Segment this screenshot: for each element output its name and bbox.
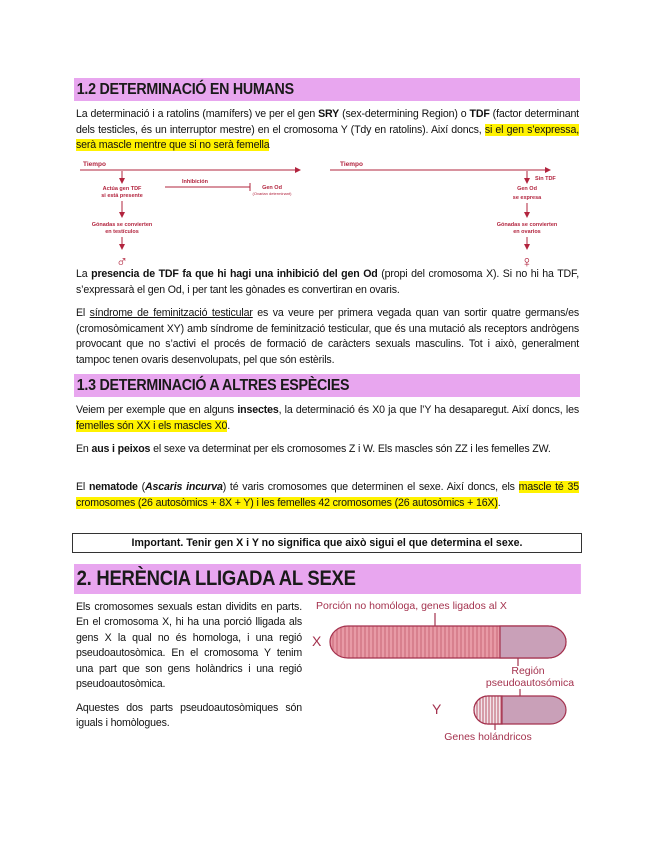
od-gene-label: Gen Od [262, 185, 282, 191]
y-chromosome-label: Y [432, 701, 442, 717]
paragraph-feminization: El síndrome de feminització testicular es va veure per primera vegada quan van sortir quatre germans/es (cromosòmicament XY) amb síndrome de feminització testicular, que és una mutació als receptors andrògens provocant que no s’activi el procés de formació de caràcters sexuals masculins. Tot i això, generalment tampoc tenen ovaris desenvolupats, pel que són estèrils. [76, 307, 579, 366]
paragraph-insects: Veiem per exemple que en alguns insectes, la determinació és X0 ja que l’Y ha desaparegut. Així doncs, les femelles són XX i els mascles X0. [76, 404, 579, 432]
paragraph-sex-chromosomes: Els cromosomes sexuals estan dividits en parts. En el cromosoma X, hi ha una porció lligada als gens X la qual no és homologa, i una regió pseudoautosòmica. En el cromosoma Y tenim una part que son gens holàndrics i una regió pseudoautosòmica. [76, 601, 302, 691]
x-pseudoautosomal-region [500, 626, 566, 658]
x-chromosome-label: X [312, 633, 322, 649]
paragraph-tdf-inhibition: La presencia de TDF fa que hi hagi una inhibició del gen Od (propi del cromosoma X). Si no hi ha TDF, s’expressarà el gen Od, i per tant les gònades es convertiran en ovaris. [76, 268, 580, 296]
gonad-ovary-line2: en ovarios [513, 229, 541, 235]
time-label-right: Tiempo [340, 161, 363, 168]
non-homologous-label: Porción no homóloga, genes ligados al X [316, 600, 507, 612]
tdf-active-line1: Actúa gen TDF [102, 186, 142, 192]
no-tdf-label: Sin TDF [535, 176, 556, 182]
pseudoautosomal-label-line1: Región [511, 665, 545, 677]
section-heading-1-3: 1.3 DETERMINACIÓ A ALTRES ESPÈCIES [74, 374, 580, 397]
paragraph-pseudoautosomal: Aquestes dos parts pseudoautosòmiques són iguals i homòlogues. [76, 702, 302, 730]
gonad-testis-line1: Gónadas se convierten [91, 222, 153, 228]
time-label-left: Tiempo [83, 161, 106, 168]
holandric-genes-label: Genes holándricos [444, 731, 532, 743]
tdf-active-line2: si está presente [101, 193, 143, 199]
od-express-line2: se expresa [512, 195, 542, 201]
paragraph-nematode: El nematode (Ascaris incurva) té varis cromosomes que determinen el sexe. Així doncs, els mascle té 35 cromosomes (26 autosòmics + 8X + Y) i les femelles 42 cromosomes (26 autosòmics + 16X). [76, 481, 579, 509]
chromosome-illustration [308, 596, 590, 744]
od-express-line1: Gen Od [517, 186, 537, 192]
paragraph-birds-fish: En aus i peixos el sexe va determinat per els cromosomes Z i W. Els mascles són ZZ i les femelles ZW. [76, 443, 551, 455]
female-symbol: ♀ [521, 254, 533, 269]
section-heading-1-2: 1.2 DETERMINACIÓ EN HUMANS [74, 78, 580, 101]
section-heading-2: 2. HERÈNCIA LLIGADA AL SEXE [74, 564, 581, 594]
od-gene-sublabel: (Ovarian determinant) [252, 191, 292, 196]
gonad-ovary-line1: Gónadas se convierten [496, 222, 558, 228]
gonad-testis-line2: en testículos [105, 229, 139, 235]
male-symbol: ♂ [116, 254, 128, 269]
paragraph-sry: La determinació i a ratolins (mamífers) ve per el gen SRY (sex-determining Region) o TDF (factor determinant dels testicles, és un interruptor mestre) en el cromosoma Y (Tdy en ratolins). Així doncs, si el gen s’expressa, serà mascle mentre que si no serà femella [76, 108, 579, 152]
inhibition-label: Inhibición [182, 179, 208, 185]
tdf-timeline-diagram [80, 157, 580, 269]
pseudoautosomal-label-line2: pseudoautosómica [485, 677, 575, 689]
important-note-box: Important. Tenir gen X i Y no significa que això sigui el que determina el sexe. [72, 533, 582, 553]
y-holandric-region [474, 696, 502, 724]
